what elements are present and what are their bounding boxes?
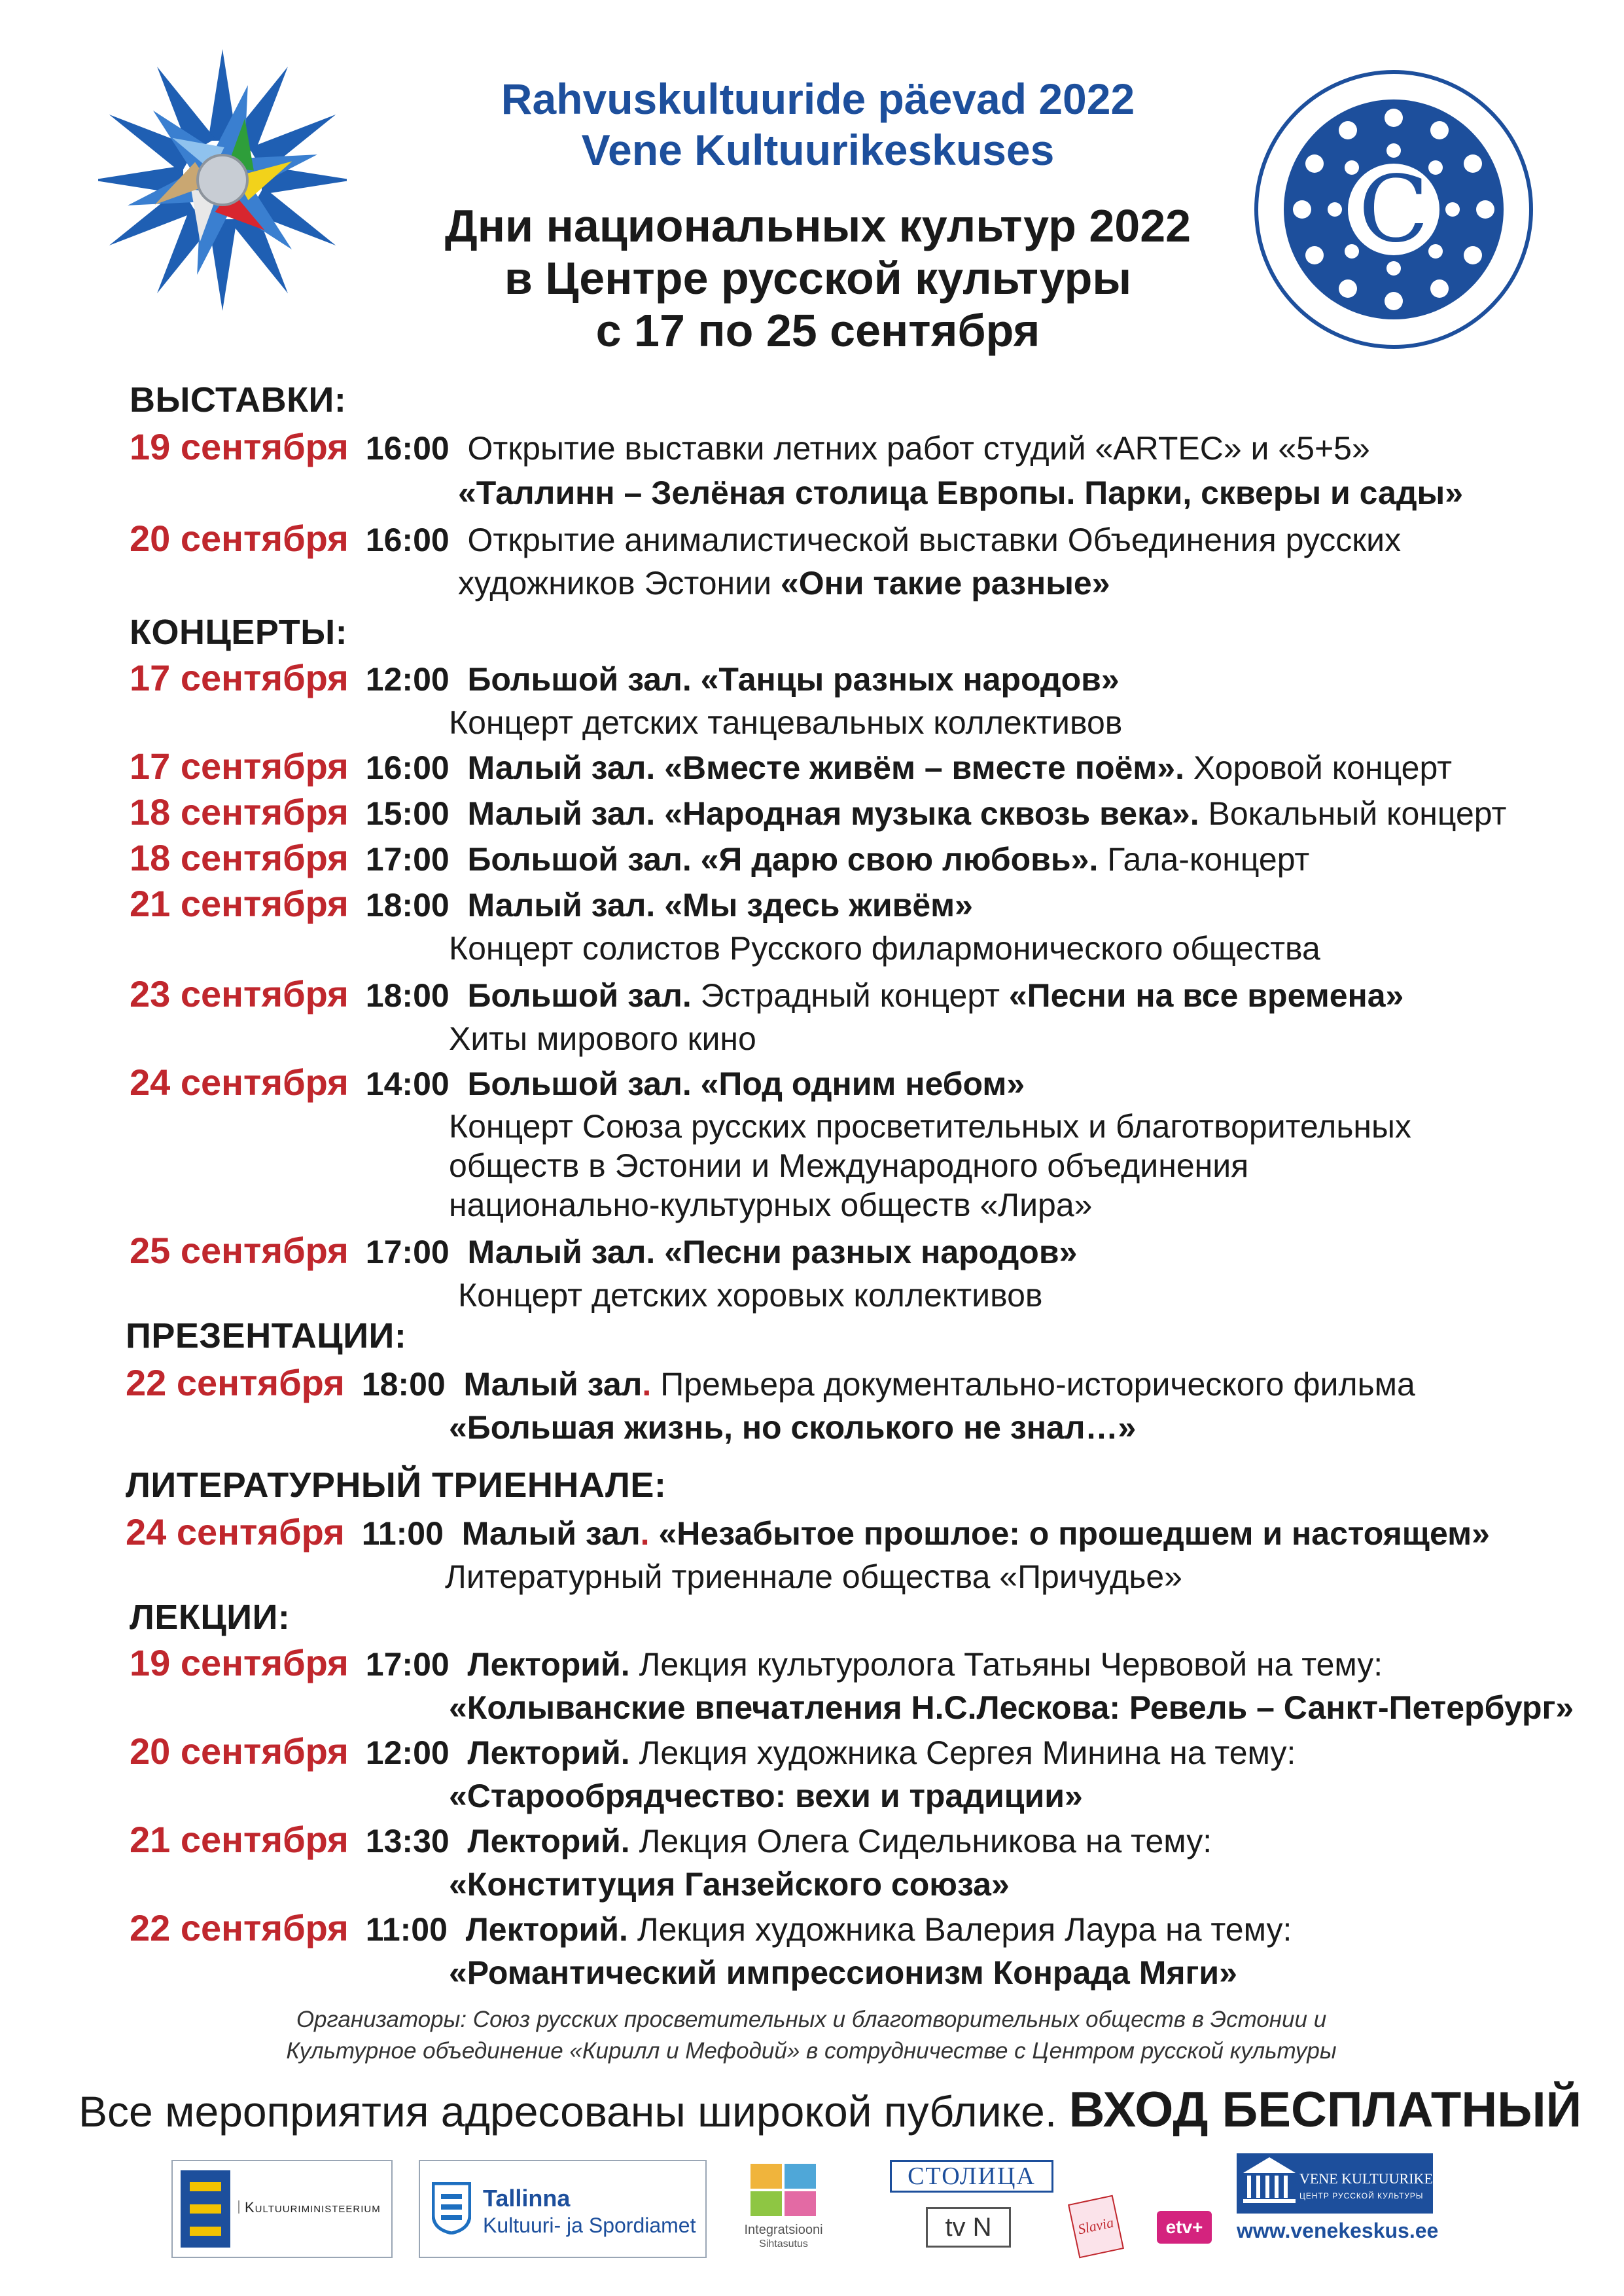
svg-text:С: С [1358,156,1429,263]
event-time: 18:00 [365,977,450,1014]
sponsor-vene-kultuurikeskus[interactable] [1237,2153,1470,2251]
cornflower-logo [98,46,347,314]
title-russian-2: в Центре русской культуры [504,253,1132,304]
event-time: 14:00 [365,1066,450,1102]
event-date: 21 сентября [130,883,349,924]
event-time: 18:00 [365,887,450,924]
event-title: «Романтический импрессионизм Конрада Мяги» [449,1954,1237,1991]
organizers-line-1: Организаторы: Союз русских просветительных и благотворительных обществ в Эстонии и [296,2007,1327,2032]
event-line [458,563,1110,603]
event-time: 17:00 [365,841,450,878]
event-time: 11:00 [365,1911,448,1948]
event-date: 19 сентября [130,426,349,467]
event-title: «Песни на все времена» [1008,977,1404,1014]
event-time: 16:00 [365,749,450,786]
event-venue: Малый зал. «Народная музыка сквозь века». [467,795,1199,832]
sponsor-tallinn[interactable] [419,2160,707,2258]
event-venue-dot: . [642,1366,652,1403]
section-exhibitions: ВЫСТАВКИ: [130,380,347,420]
event-date: 24 сентября [126,1511,345,1552]
event-row [130,792,1506,834]
event-venue: Лекторий. [467,1823,630,1859]
event-title: «Колыванские впечатления Н.С.Лескова: Ревель – Санкт-Петербург» [449,1689,1574,1726]
event-date: 22 сентября [130,1907,349,1948]
event-date: 23 сентября [130,973,349,1014]
event-date: 17 сентября [130,657,349,698]
event-venue: Большой зал. [467,977,692,1014]
event-time: 12:00 [365,1734,450,1771]
event-description: Хиты мирового кино [449,1020,756,1057]
event-text: Лекция Олега Сидельникова на тему: [629,1823,1212,1859]
section-presentations: ПРЕЗЕНТАЦИИ: [126,1316,407,1355]
event-venue: Малый зал. «Песни разных народов» [467,1234,1078,1270]
sponsor-vk-label: VENE KULTUURIKESKUS [1299,2170,1470,2187]
event-venue-dot: . [640,1515,650,1552]
event-description: обществ в Эстонии и Международного объединения [449,1147,1249,1184]
sponsor-slavia[interactable]: Slavia [1068,2195,1124,2259]
event-row [130,427,1370,469]
title-estonian-1: Rahvuskultuuride päevad 2022 [501,75,1135,123]
event-date: 18 сентября [130,837,349,878]
section-concerts: КОНЦЕРТЫ: [130,613,348,652]
sponsor-integration-label: Integratsiooni [744,2223,823,2237]
society-seal-logo [1250,65,1538,353]
event-row [130,1062,1025,1104]
tallinn-shield-icon [432,2182,471,2234]
sponsor-ministry[interactable] [171,2160,393,2258]
section-literary: ЛИТЕРАТУРНЫЙ ТРИЕННАЛЕ: [126,1465,667,1505]
event-row [130,746,1452,788]
event-text: Лекция художника Сергея Минина на тему: [629,1734,1296,1771]
sponsor-tallinn-sub: Kultuuri- ja Spordiamet [483,2214,696,2237]
event-date: 17 сентября [130,745,349,787]
event-row [130,1643,1383,1685]
event-description: национально-культурных обществ «Лира» [449,1187,1093,1223]
event-venue: Большой зал. «Я дарю свою любовь». [467,841,1099,878]
audience-note: Все мероприятия адресованы широкой публике. [79,2087,1069,2136]
event-venue: Большой зал. «Танцы разных народов» [467,661,1120,698]
event-text: Открытие анималистической выставки Объединения русских [467,522,1402,558]
event-venue: Большой зал. «Под одним небом» [467,1066,1025,1102]
event-text: Вокальный концерт [1199,795,1507,832]
event-text: Хоровой концерт [1184,749,1453,786]
event-venue: Лекторий. [467,1646,630,1683]
coat-of-arms-icon [181,2170,230,2248]
sponsor-stolitsa[interactable]: СТОЛИЦА [890,2160,1053,2193]
event-date: 21 сентября [130,1819,349,1860]
event-text: Гала-концерт [1098,841,1310,878]
event-venue: Малый зал. «Вместе живём – вместе поём». [467,749,1184,786]
event-row [130,1731,1296,1773]
event-time: 18:00 [361,1366,446,1403]
event-description: Концерт детских хоровых коллективов [458,1277,1043,1314]
event-time: 17:00 [365,1646,450,1683]
event-title: «Конституция Ганзейского союза» [449,1866,1010,1903]
event-row [130,518,1401,560]
event-date: 25 сентября [130,1230,349,1271]
event-time: 16:00 [365,430,450,467]
free-entry-label: ВХОД БЕСПЛАТНЫЙ [1068,2082,1582,2138]
event-date: 20 сентября [130,518,349,559]
sponsor-vk-sub: ЦЕНТР РУССКОЙ КУЛЬТУРЫ [1299,2191,1424,2200]
event-date: 24 сентября [130,1062,349,1103]
event-row [126,1363,1415,1405]
event-description: Концерт Союза русских просветительных и благотворительных [449,1108,1411,1145]
event-venue: Лекторий. [465,1911,628,1948]
event-row [130,1230,1077,1272]
event-row [130,1908,1292,1950]
sponsor-etv[interactable]: etv+ [1157,2211,1212,2244]
event-venue: Малый зал [463,1366,643,1403]
sponsor-ministry-label: Kultuuriministeerium [245,2199,381,2215]
event-time: 17:00 [365,1234,450,1270]
event-title: «Таллинн – Зелёная столица Европы. Парки, скверы и сады» [458,475,1464,511]
event-date: 19 сентября [130,1642,349,1683]
event-description: Концерт солистов Русского филармонического общества [449,930,1320,967]
event-text: Открытие выставки летних работ студий «ARTEC» и «5+5» [467,430,1370,467]
title-russian-3: с 17 по 25 сентября [595,305,1040,356]
event-title: «Они такие разные» [780,565,1110,601]
event-description: Литературный триеннале общества «Причудье» [445,1558,1182,1595]
event-row [126,1512,1490,1554]
event-time: 11:00 [361,1515,444,1552]
event-row [130,838,1309,880]
event-text: Эстрадный концерт [691,977,1009,1014]
sponsor-tvn[interactable]: tv N [926,2207,1011,2248]
event-text: художников Эстонии [458,565,781,601]
section-lectures: ЛЕКЦИИ: [130,1598,291,1637]
puzzle-icon [748,2161,820,2220]
event-date: 20 сентября [130,1731,349,1772]
sponsor-integration-sub: Sihtasutus [759,2238,808,2250]
website-link[interactable]: www.venekeskus.ee [1237,2219,1439,2242]
event-time: 15:00 [365,795,450,832]
event-row [130,658,1120,700]
event-description: Концерт детских танцевальных коллективов [449,704,1123,741]
title-estonian-2: Vene Kultuurikeskuses [581,126,1055,174]
event-row [130,884,973,925]
event-title: «Незабытое прошлое: о прошедшем и настоящем» [649,1515,1490,1552]
event-venue: Малый зал [461,1515,641,1552]
event-time: 12:00 [365,661,450,698]
event-time: 13:30 [365,1823,450,1859]
sponsor-integration[interactable] [736,2157,831,2255]
organizers-line-2: Культурное объединение «Кирилл и Мефодий» в сотрудничестве с Центром русской культуры [286,2038,1337,2064]
event-text: Лекция культуролога Татьяны Червовой на тему: [629,1646,1383,1683]
event-row [130,974,1403,1016]
event-date: 22 сентября [126,1362,345,1403]
event-venue: Лекторий. [467,1734,630,1771]
free-entry-note [79,2081,1582,2138]
event-text: Лекция художника Валерия Лаура на тему: [627,1911,1292,1948]
event-row [130,1820,1212,1861]
event-venue: Малый зал. «Мы здесь живём» [467,887,973,924]
sponsor-tallinn-label: Tallinna [483,2185,571,2212]
event-title: «Старообрядчество: вехи и традиции» [449,1778,1083,1814]
event-text: Премьера документально-исторического фильма [651,1366,1415,1403]
title-russian-1: Дни национальных культур 2022 [444,200,1192,251]
event-date: 18 сентября [130,791,349,833]
event-time: 16:00 [365,522,450,558]
event-title: «Большая жизнь, но сколького не знал…» [449,1409,1137,1446]
